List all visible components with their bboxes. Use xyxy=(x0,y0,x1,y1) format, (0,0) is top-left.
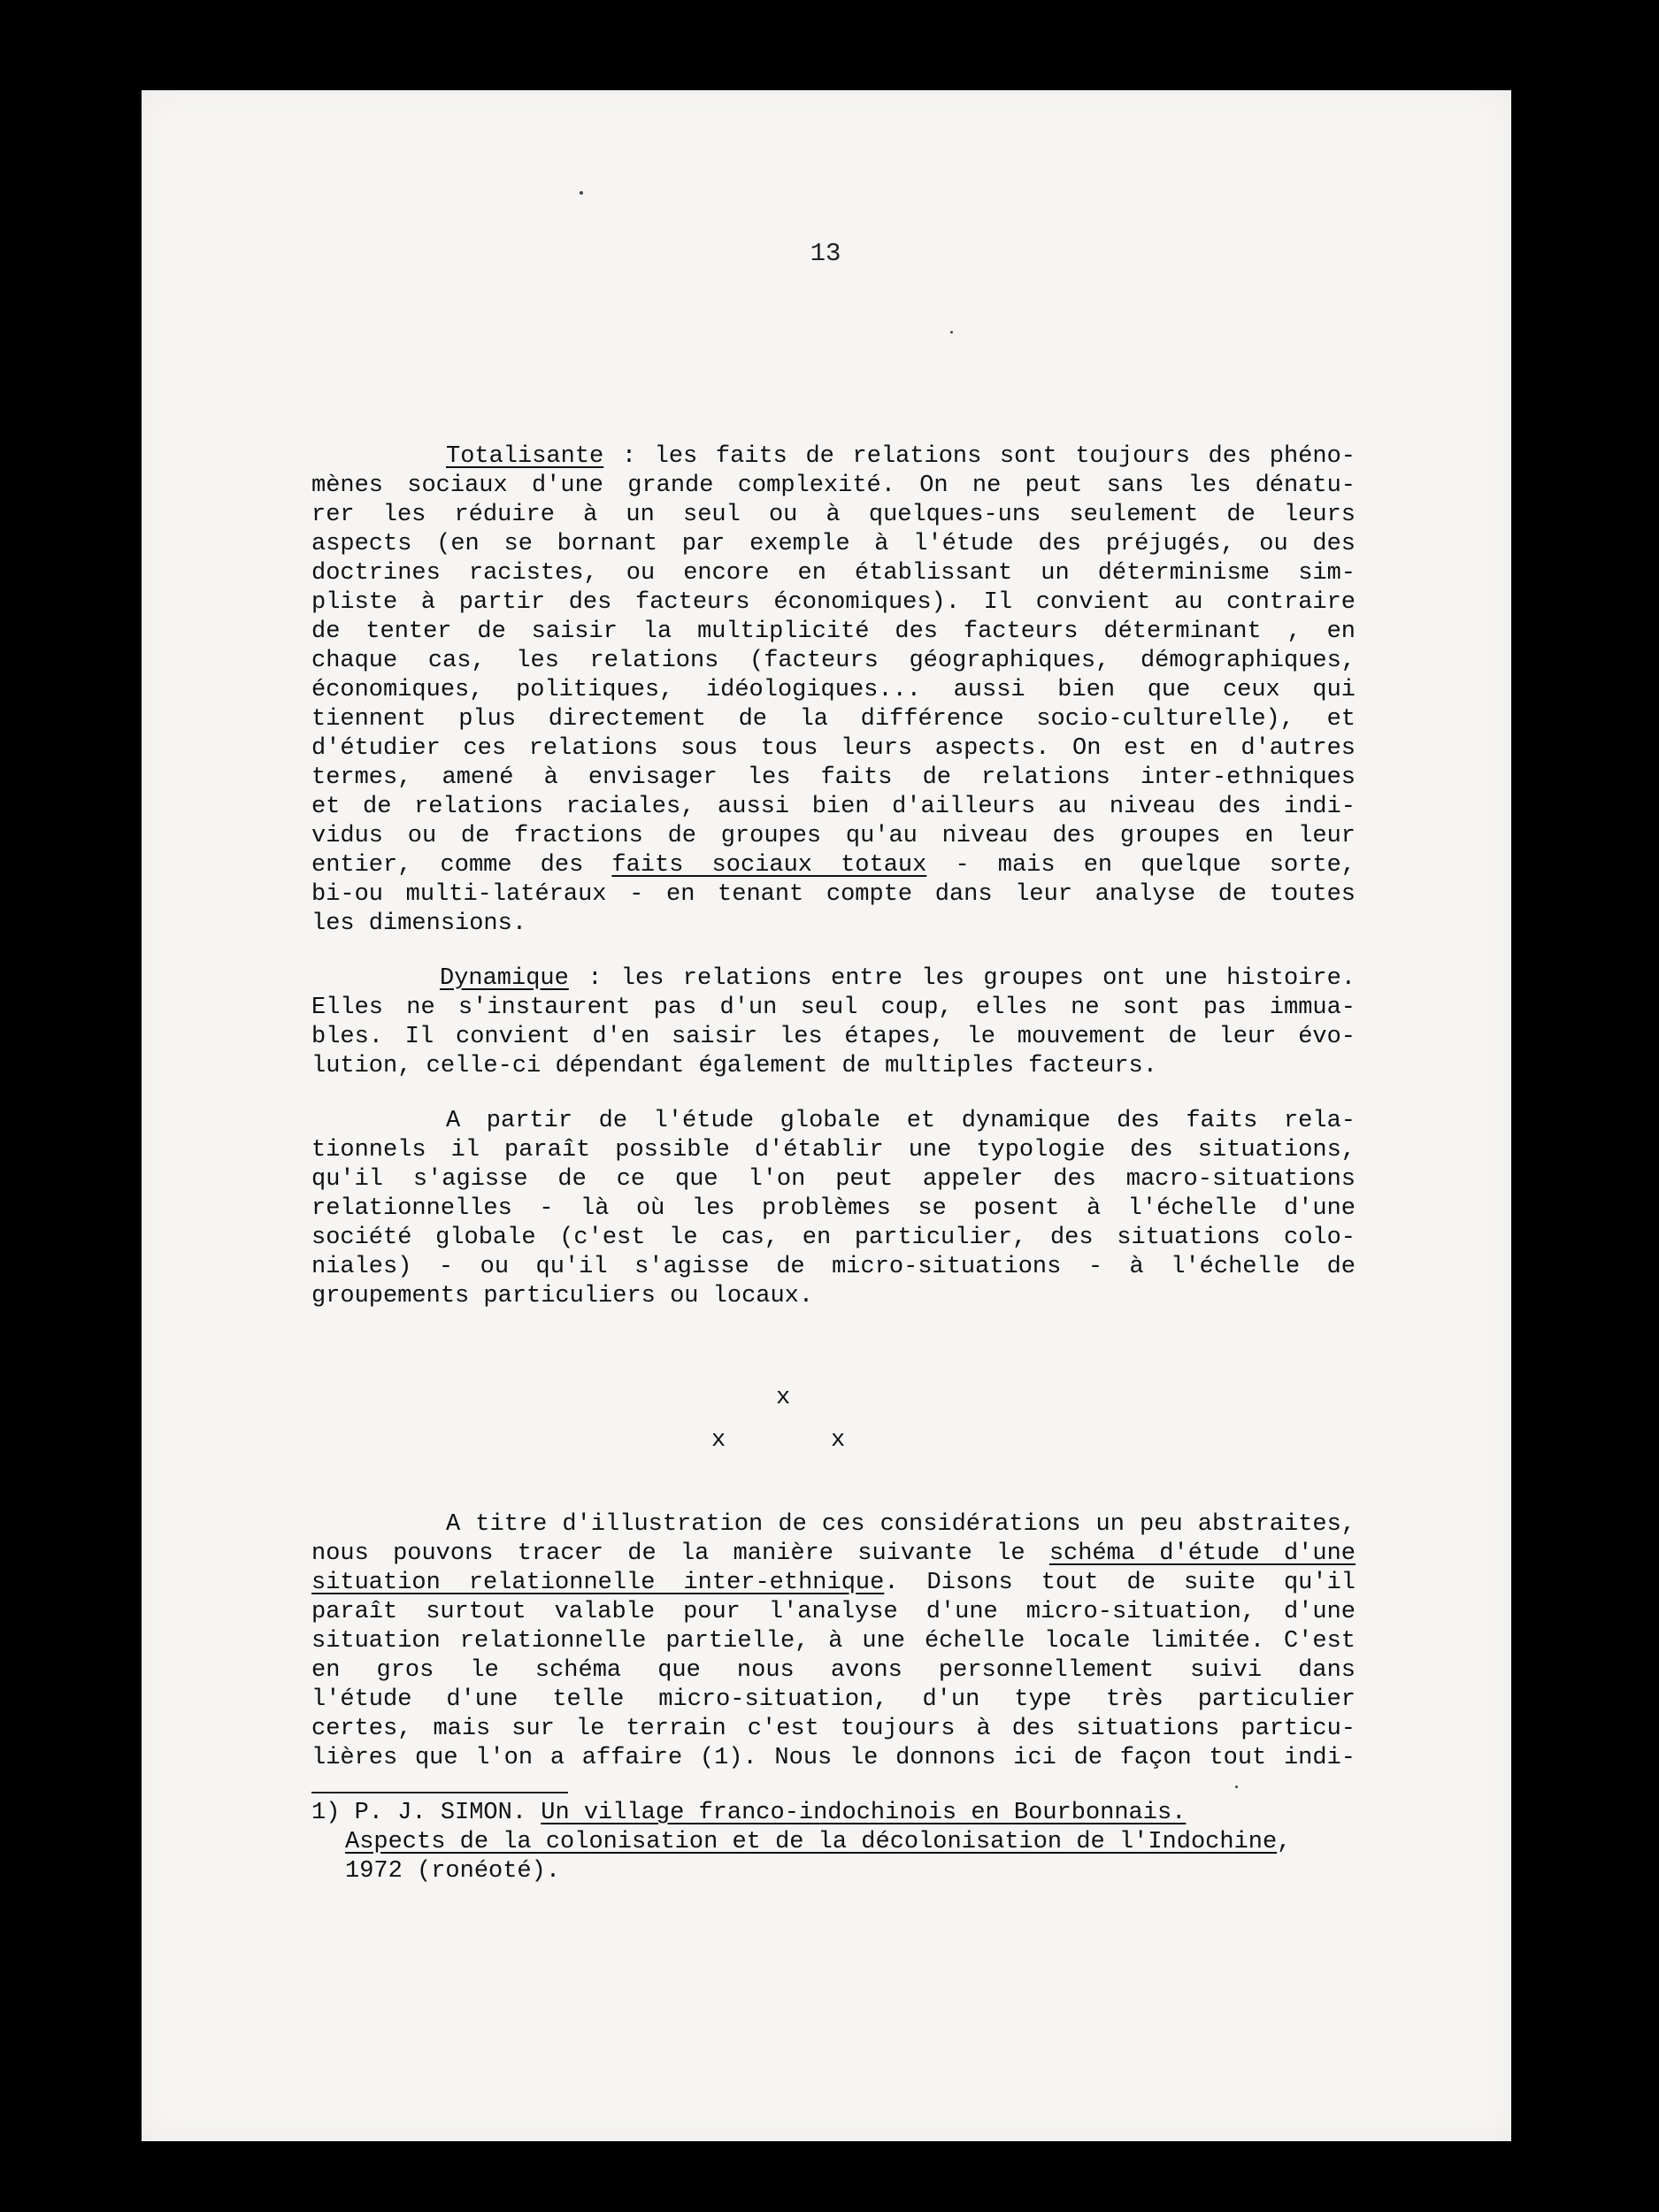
dust-speck xyxy=(1235,1786,1238,1788)
text-run: bi-ou multi-latéraux - en tenant compte dans leur analyse de toutes xyxy=(311,881,1356,908)
text-line xyxy=(311,1656,1356,1686)
text-line xyxy=(311,1598,1356,1627)
text-line xyxy=(311,1510,1356,1540)
footnote-title-continued: Aspects de la colonisation et de la décolonisation de l'Indochine xyxy=(345,1829,1278,1855)
footnote-line xyxy=(311,1799,1356,1828)
text-line xyxy=(311,1136,1356,1165)
text-run: l'étude d'une telle micro-situation, d'un type très particulier xyxy=(311,1686,1356,1713)
text-run: économiques, politiques, idéologiques... aussi bien que ceux qui xyxy=(311,677,1356,703)
text-run: société globale (c'est le cas, en particulier, des situations colo- xyxy=(311,1225,1356,1251)
paragraph-illustration xyxy=(311,1510,1356,1773)
text-line xyxy=(311,1627,1356,1656)
text-run: certes, mais sur le terrain c'est toujours à des situations particu- xyxy=(311,1716,1356,1742)
text-run: . Disons tout de suite qu'il xyxy=(884,1570,1356,1596)
text-run: niales) - ou qu'il s'agisse de micro-situations - à l'échelle de xyxy=(311,1254,1356,1280)
text-run: nous pouvons tracer de la manière suivante le xyxy=(311,1540,1049,1567)
text-run: situation relationnelle partielle, à une échelle locale limitée. C'est xyxy=(311,1628,1356,1655)
text-line xyxy=(311,910,1356,939)
text-line xyxy=(311,1569,1356,1598)
text-run: : les faits de relations sont toujours des phéno- xyxy=(603,443,1356,470)
dust-speck xyxy=(580,191,583,195)
text-line xyxy=(311,1744,1356,1773)
footnote-line xyxy=(311,1828,1356,1857)
text-line xyxy=(311,618,1356,647)
text-run: de tenter de saisir la multiplicité des facteurs déterminant , en xyxy=(311,618,1356,645)
text-line xyxy=(311,880,1356,910)
text-line xyxy=(311,530,1356,559)
text-line xyxy=(311,501,1356,530)
text-line xyxy=(311,964,1356,994)
separator-mark: x xyxy=(831,1427,846,1454)
underlined-phrase: faits sociaux totaux xyxy=(611,852,927,879)
footnote-title: Un village franco-indochinois en Bourbonnais. xyxy=(541,1800,1187,1826)
text-run: en gros le schéma que nous avons personnellement suivi dans xyxy=(311,1657,1356,1684)
text-run: entier, comme des xyxy=(311,852,612,879)
text-line xyxy=(311,1023,1356,1052)
text-run: A titre d'illustration de ces considérations un peu abstraites, xyxy=(446,1511,1356,1538)
text-run: paraît surtout valable pour l'analyse d'une micro-situation, d'une xyxy=(311,1599,1356,1625)
text-run: qu'il s'agisse de ce que l'on peut appeler des macro-situations xyxy=(311,1166,1356,1193)
text-run: relationnelles - là où les problèmes se posent à l'échelle d'une xyxy=(311,1195,1356,1222)
text-run: rer les réduire à un seul ou à quelques-uns seulement de leurs xyxy=(311,502,1356,528)
text-line xyxy=(311,1686,1356,1715)
text-line xyxy=(311,1224,1356,1253)
text-line xyxy=(311,442,1356,472)
text-run: bles. Il convient d'en saisir les étapes, le mouvement de leur évo- xyxy=(311,1024,1356,1050)
paragraph-totalisante xyxy=(311,442,1356,939)
separator-mark: x xyxy=(711,1427,726,1454)
footnote-author: P. J. SIMON. xyxy=(354,1800,527,1826)
underlined-phrase: Dynamique xyxy=(440,965,569,992)
text-line xyxy=(311,1253,1356,1282)
text-run: lières que l'on a affaire (1). Nous le donnons ici de façon tout indi- xyxy=(311,1745,1356,1771)
footnote-marker: 1) xyxy=(311,1800,341,1826)
text-line xyxy=(311,676,1356,705)
footnote-line xyxy=(311,1857,1356,1886)
text-run: A partir de l'étude globale et dynamique des faits rela- xyxy=(446,1108,1356,1134)
text-line xyxy=(311,647,1356,676)
text-line xyxy=(311,1282,1356,1311)
text-line xyxy=(311,734,1356,764)
text-line xyxy=(311,1107,1356,1136)
paragraph-dynamique xyxy=(311,964,1356,1081)
text-run: groupements particuliers ou locaux. xyxy=(311,1283,814,1310)
text-run: tionnels il paraît possible d'établir une typologie des situations, xyxy=(311,1137,1356,1164)
text-run: termes, amené à envisager les faits de relations inter-ethniques xyxy=(311,764,1356,791)
section-separator xyxy=(311,1311,1356,1510)
text-line xyxy=(311,472,1356,501)
underlined-phrase: situation relationnelle inter-ethnique xyxy=(311,1570,885,1596)
underlined-phrase: schéma d'étude d'une xyxy=(1048,1540,1356,1567)
text-line xyxy=(311,705,1356,734)
separator-mark: x xyxy=(776,1385,791,1411)
text-line xyxy=(311,1715,1356,1744)
footnote-rule xyxy=(311,1792,568,1793)
dust-speck xyxy=(950,331,953,334)
footnote-date: 1972 (ronéoté). xyxy=(345,1858,561,1885)
text-line xyxy=(311,1540,1356,1569)
text-run: - mais en quelque sorte, xyxy=(926,852,1356,879)
text-line xyxy=(311,1194,1356,1224)
body-text xyxy=(311,442,1356,1773)
text-line xyxy=(311,559,1356,588)
text-line xyxy=(311,994,1356,1023)
text-line xyxy=(311,822,1356,851)
text-run: : les relations entre les groupes ont une histoire. xyxy=(568,965,1356,992)
text-run: et de relations raciales, aussi bien d'ailleurs au niveau des indi- xyxy=(311,794,1356,820)
underlined-phrase: Totalisante xyxy=(446,443,604,470)
text-line xyxy=(311,588,1356,618)
text-run: les dimensions. xyxy=(311,910,527,937)
text-run: pliste à partir des facteurs économiques). Il convient au contraire xyxy=(311,589,1356,616)
text-line xyxy=(311,764,1356,793)
footnote-punctuation: , xyxy=(1277,1829,1292,1855)
paragraph-typologie xyxy=(311,1107,1356,1311)
text-run: vidus ou de fractions de groupes qu'au niveau des groupes en leur xyxy=(311,823,1356,849)
text-run: lution, celle-ci dépendant également de multiples facteurs. xyxy=(311,1053,1157,1079)
text-line xyxy=(311,1052,1356,1081)
text-run: Elles ne s'instaurent pas d'un seul coup, elles ne sont pas immua- xyxy=(311,995,1356,1021)
text-run: mènes sociaux d'une grande complexité. On ne peut sans les dénatu- xyxy=(311,472,1356,499)
text-line xyxy=(311,793,1356,822)
text-run: doctrines racistes, ou encore en établissant un déterminisme sim- xyxy=(311,560,1356,587)
text-run: tiennent plus directement de la différence socio-culturelle), et xyxy=(311,706,1356,733)
text-run: chaque cas, les relations (facteurs géographiques, démographiques, xyxy=(311,648,1356,674)
text-line xyxy=(311,1165,1356,1194)
text-line xyxy=(311,851,1356,880)
text-run: d'étudier ces relations sous tous leurs aspects. On est en d'autres xyxy=(311,735,1356,762)
text-run: aspects (en se bornant par exemple à l'étude des préjugés, ou des xyxy=(311,531,1356,557)
footnote xyxy=(311,1799,1356,1886)
page-number: 13 xyxy=(810,239,841,268)
